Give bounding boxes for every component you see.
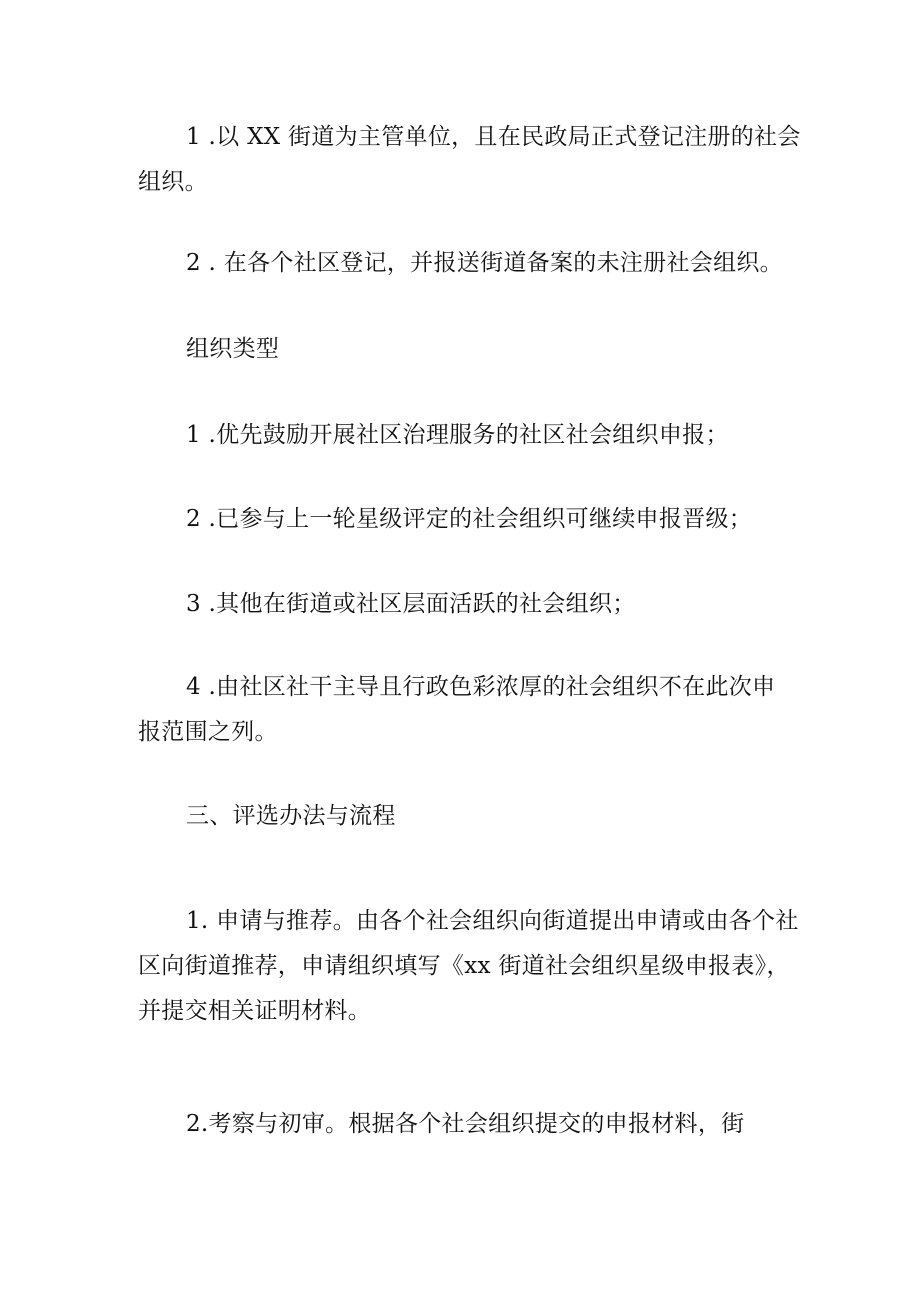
paragraph-eligibility-1 — [138, 115, 801, 205]
text-line: 组织。 — [138, 169, 208, 195]
text-line: 区向街道推荐，申请组织填写《xx 街道社会组织星级申报表》， — [138, 953, 790, 979]
paragraph-type-1 — [138, 413, 788, 458]
section-heading-organization-type — [138, 327, 788, 372]
paragraph-process-1 — [138, 899, 799, 1034]
text-line: 3 .其他在街道或社区层面活跃的社会组织； — [186, 591, 636, 617]
text-line: 2 .已参与上一轮星级评定的社会组织可继续申报晋级； — [186, 506, 753, 532]
paragraph-type-4 — [138, 665, 788, 755]
text-line: 报范围之列。 — [138, 719, 278, 745]
text-line: 1. 申请与推荐。由各个社会组织向街道提出申请或由各个社 — [186, 908, 799, 934]
paragraph-type-2 — [138, 497, 788, 542]
text-line: 2 . 在各个社区登记，并报送街道备案的未注册社会组织。 — [186, 250, 783, 276]
text-line: 组织类型 — [186, 336, 280, 362]
section-heading-selection-process — [138, 794, 788, 839]
paragraph-process-2 — [138, 1102, 788, 1147]
text-line: 并提交相关证明材料。 — [138, 998, 371, 1024]
paragraph-eligibility-2 — [138, 241, 788, 286]
paragraph-type-3 — [138, 582, 788, 627]
text-line: 1 .优先鼓励开展社区治理服务的社区社会组织申报； — [186, 422, 729, 448]
text-line: 4 .由社区社干主导且行政色彩浓厚的社会组织不在此次申 — [186, 674, 776, 700]
text-line: 2.考察与初审。根据各个社会组织提交的申报材料，街 — [186, 1111, 745, 1137]
text-line: 1 .以 XX 街道为主管单位，且在民政局正式登记注册的社会 — [186, 124, 801, 150]
text-line: 三、评选办法与流程 — [186, 803, 396, 829]
